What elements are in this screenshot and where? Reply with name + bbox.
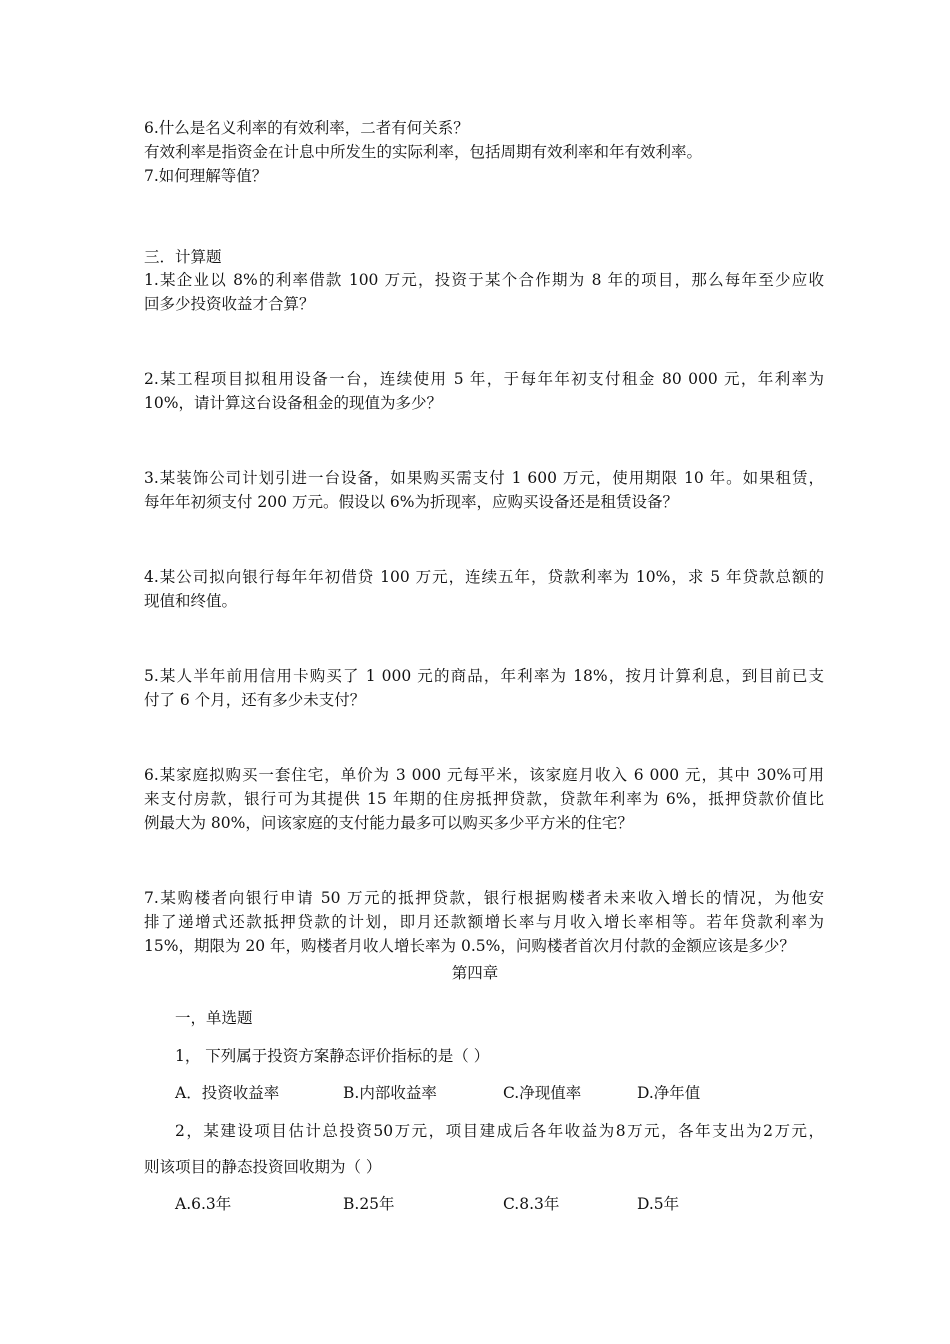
question-2-option-a: A.6.3年: [175, 1195, 232, 1213]
calc-question-2-line-1: 2.某工程项目拟租用设备一台，连续使用 5 年，于每年年初支付租金 80 000 元，年利率为: [144, 370, 824, 388]
section-1-title: 一，单选题: [175, 1009, 253, 1027]
question-1-option-b: B.内部收益率: [343, 1084, 437, 1102]
section-3-title: 三．计算题: [144, 248, 222, 266]
single-choice-question-2-line-1: 2，某建设项目估计总投资50万元，项目建成后各年收益为8万元，各年支出为2万元，: [175, 1122, 824, 1140]
question-2-option-d: D.5年: [637, 1195, 680, 1213]
chapter-4-title: 第四章: [451, 964, 499, 982]
single-choice-question-2-line-2: 则该项目的静态投资回收期为（ ）: [144, 1158, 382, 1176]
calc-question-6-line-1: 6.某家庭拟购买一套住宅，单价为 3 000 元每平米，该家庭月收入 6 000 元，其中 30%可用: [144, 766, 824, 784]
calc-question-2-line-2: 10%，请计算这台设备租金的现值为多少？: [144, 394, 442, 412]
single-choice-question-1: 1， 下列属于投资方案静态评价指标的是（ ）: [175, 1047, 490, 1065]
question-6-title: 6.什么是名义利率的有效利率，二者有何关系？: [144, 119, 469, 137]
question-1-option-d: D.净年值: [637, 1084, 701, 1102]
calc-question-3-line-2: 每年年初须支付 200 万元。假设以 6%为折现率，应购买设备还是租赁设备？: [144, 493, 678, 511]
calc-question-6-line-3: 例最大为 80%，问该家庭的支付能力最多可以购买多少平方米的住宅？: [144, 814, 633, 832]
calc-question-4-line-2: 现值和终值。: [144, 592, 238, 610]
calc-question-7-line-3: 15%，期限为 20 年，购楼者月收人增长率为 0.5%，问购楼者首次月付款的金额应该是多少？: [144, 937, 795, 955]
calc-question-3-line-1: 3.某装饰公司计划引进一台设备，如果购买需支付 1 600 万元，使用期限 10 年。如果租赁，: [144, 469, 824, 487]
calc-question-5-line-1: 5.某人半年前用信用卡购买了 1 000 元的商品，年利率为 18%，按月计算利息，到目前已支: [144, 667, 824, 685]
calc-question-7-line-2: 排了递增式还款抵押贷款的计划，即月还款额增长率与月收入增长率相等。若年贷款利率为: [144, 913, 824, 931]
calc-question-4-line-1: 4.某公司拟向银行每年年初借贷 100 万元，连续五年，贷款利率为 10%，求 5 年贷款总额的: [144, 568, 824, 586]
question-7-title: 7.如何理解等值？: [144, 167, 268, 185]
question-2-option-c: C.8.3年: [503, 1195, 560, 1213]
calc-question-6-line-2: 来支付房款，银行可为其提供 15 年期的住房抵押贷款，贷款年利率为 6%，抵押贷款价值比: [144, 790, 824, 808]
calc-question-7-line-1: 7.某购楼者向银行申请 50 万元的抵押贷款，银行根据购楼者未来收入增长的情况，为他安: [144, 889, 824, 907]
question-6-answer: 有效利率是指资金在计息中所发生的实际利率，包括周期有效利率和年有效利率。: [144, 143, 703, 161]
calc-question-5-line-2: 付了 6 个月，还有多少未支付？: [144, 691, 366, 709]
calc-question-1-line-1: 1.某企业以 8%的利率借款 100 万元，投资于某个合作期为 8 年的项目，那么每年至少应收: [144, 271, 824, 289]
question-1-option-c: C.净现值率: [503, 1084, 582, 1102]
question-1-option-a: A．投资收益率: [175, 1084, 280, 1102]
question-2-option-b: B.25年: [343, 1195, 395, 1213]
calc-question-1-line-2: 回多少投资收益才合算？: [144, 295, 315, 313]
